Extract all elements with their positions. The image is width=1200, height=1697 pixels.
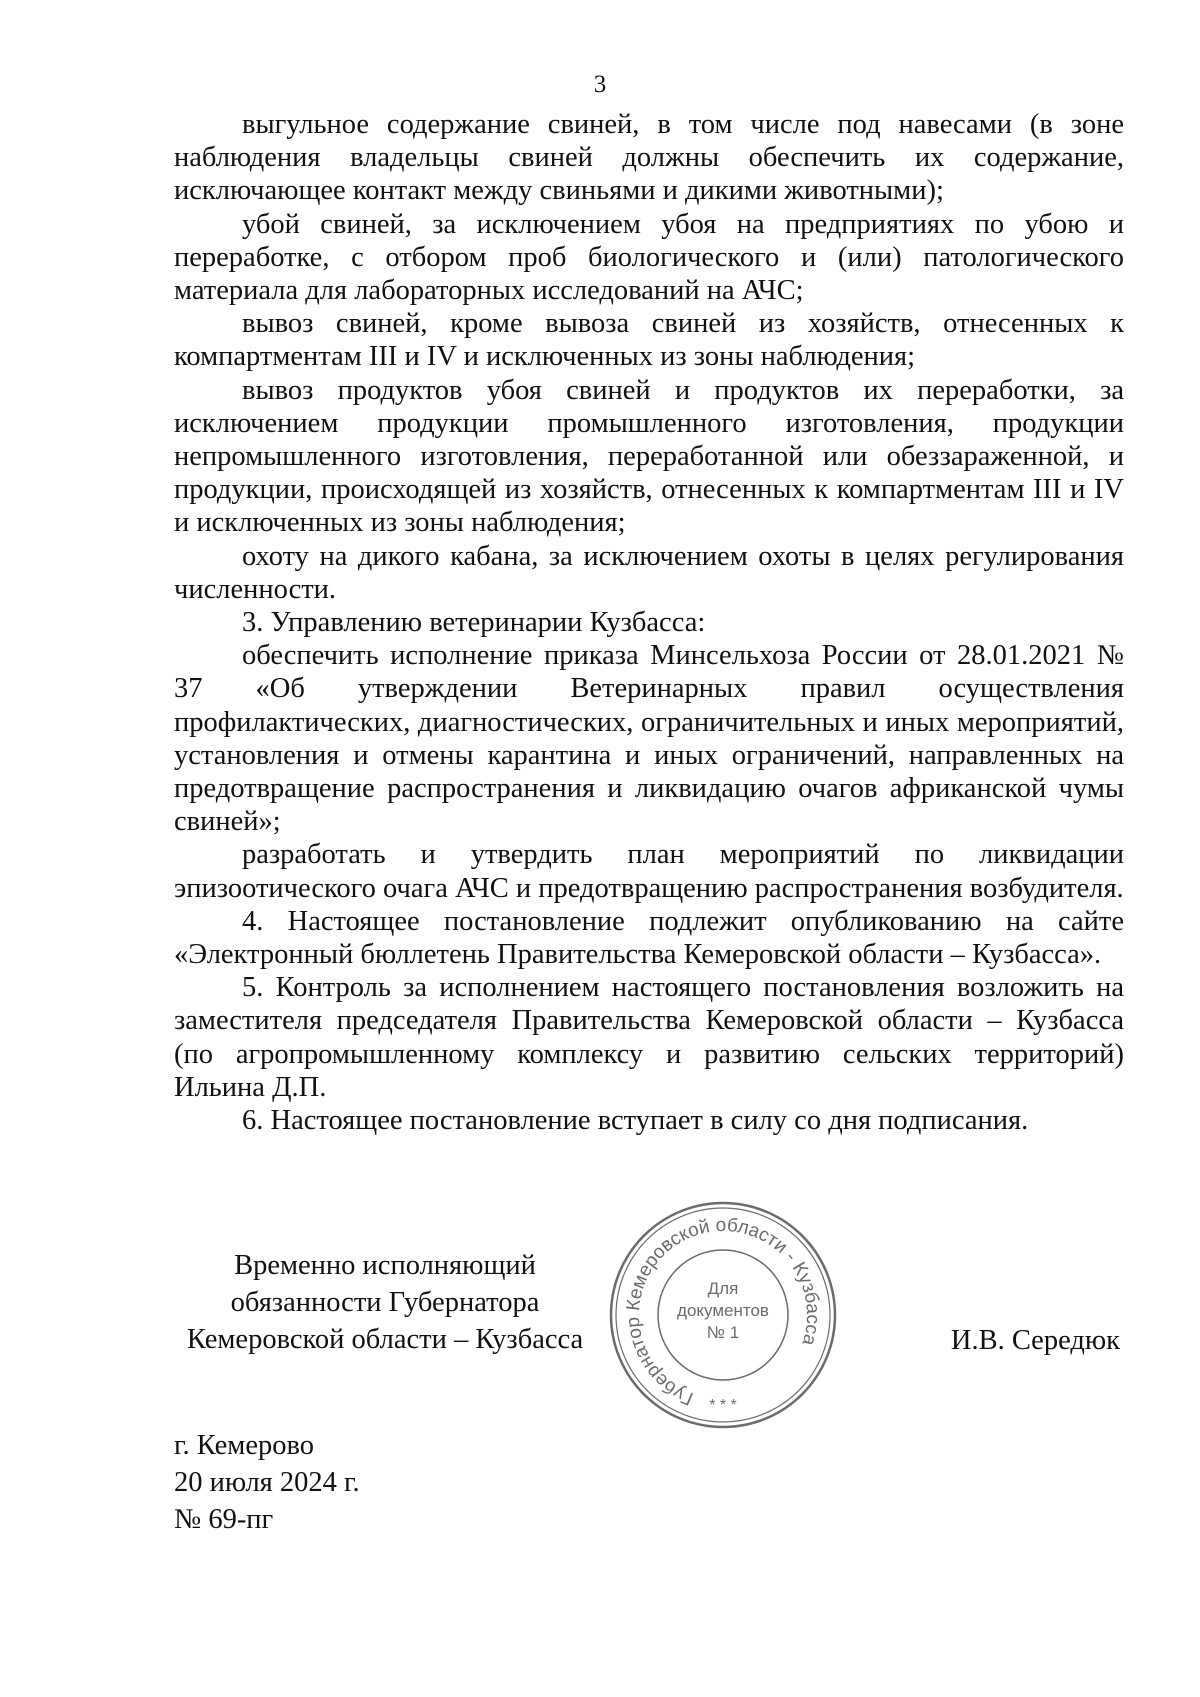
paragraph-item-5: 5. Контроль за исполнением настоящего постановления возложить на заместителя председателя Правительства Кемеровской области – Кузбасса (по агропромышленному комплексу и развитию сельских территорий) Ильина Д.П. (174, 972, 1124, 1103)
signer-name: И.В. Середюк (950, 1325, 1120, 1356)
position-line: Кемеровской области – Кузбасса (186, 1324, 584, 1355)
seal-center-line: № 1 (706, 1323, 740, 1342)
paragraph-pig-export: вывоз свиней, кроме вывоза свиней из хозяйств, отнесенных к компартментам III и IV и исключенных из зоны наблюдения; (174, 308, 1124, 373)
seal-center-line: Для (707, 1279, 739, 1298)
seal-center-line: документов (677, 1301, 769, 1320)
paragraph-boar-hunting: охоту на дикого кабана, за исключением охоты в целях регулирования численности. (174, 540, 1124, 605)
paragraph-outdoor-keeping: выгульное содержание свиней, в том числе под навесами (в зоне наблюдения владельцы свиней должны обеспечить их содержание, исключающее контакт между свиньями и дикими животными); (174, 109, 1124, 207)
paragraph-products-export: вывоз продуктов убоя свиней и продуктов их переработки, за исключением продукции промышленного изготовления, продукции непромышленного изготовления, переработанной или обеззараженной, и продукции, происходящей из хозяйств, отнесенных к компартментам III и IV и исключенных из зоны наблюдения; (174, 374, 1124, 539)
signatory-position (168, 1247, 602, 1358)
paragraph-action-plan: разработать и утвердить план мероприятий по ликвидации эпизоотического очага АЧС и предотвращению распространения возбудителя. (174, 839, 1124, 904)
document-number: № 69-пг (174, 1504, 274, 1535)
paragraph-item-4: 4. Настоящее постановление подлежит опубликованию на сайте «Электронный бюллетень Правительства Кемеровской области – Кузбасса». (174, 905, 1124, 971)
official-seal-stamp (606, 1198, 840, 1432)
paragraph-item-6: 6. Настоящее постановление вступает в силу со дня подписания. (242, 1105, 1029, 1137)
paragraph-slaughter: убой свиней, за исключением убоя на предприятиях по убою и переработке, с отбором проб биологического и (или) патологического материала для лабораторных исследований на АЧС; (174, 208, 1124, 307)
seal-stars: * * * (709, 1397, 737, 1414)
paragraph-order-execution: обеспечить исполнение приказа Минсельхоза России от 28.01.2021 № 37 «Об утверждении Ветеринарных правил осуществления профилактических, диагностических, ограничительных и иных мероприятий, установления и отмены карантина и иных ограничений, направленных на предотвращение распространения и ликвидацию очагов африканской чумы свиней»; (174, 640, 1124, 838)
city: г. Кемерово (174, 1430, 314, 1461)
page-number: 3 (593, 71, 607, 98)
place-date-number (174, 1427, 494, 1538)
position-line: обязанности Губернатора (230, 1287, 540, 1318)
document-date: 20 июля 2024 г. (174, 1467, 360, 1498)
position-line: Временно исполняющий (234, 1250, 536, 1281)
document-body (174, 108, 1124, 1137)
seal-ring-label: Губернатор Кемеровской области - Кузбасса (622, 1214, 824, 1409)
paragraph-item-3: 3. Управлению ветеринарии Кузбасса: (242, 607, 706, 639)
